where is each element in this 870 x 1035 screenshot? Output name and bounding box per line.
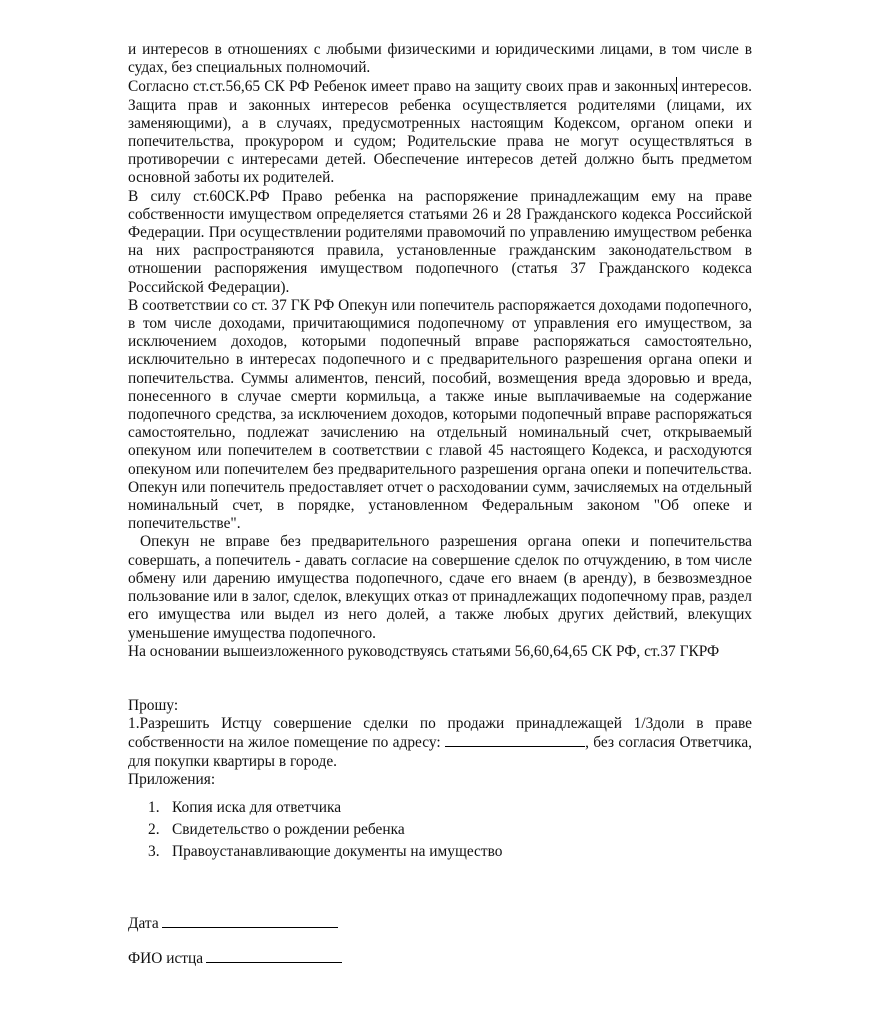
attachments-list <box>128 799 752 861</box>
attachment-number: 3. <box>148 842 160 860</box>
text-cursor <box>676 77 677 94</box>
name-label: ФИО истца <box>128 950 204 967</box>
paragraph-child-rights <box>128 77 752 187</box>
address-blank-field[interactable] <box>445 733 585 747</box>
attachment-number: 1. <box>148 798 160 816</box>
paragraph-article-60: В силу ст.60СК.РФ Право ребенка на распоряжение принадлежащим ему на праве собственности имуществом определяется статьями 26 и 28 Гражданского кодекса Российской Федерации. При осуществлении родителями правомочий по управлению имуществом ребенка на них распространяются правила, установленные гражданским законодательством в отношении распоряжения имуществом подопечного (статья 37 Гражданского кодекса Российской Федерации). <box>128 187 752 296</box>
date-blank-field[interactable] <box>162 913 338 928</box>
attachment-number: 2. <box>148 820 160 838</box>
paragraph-child-rights-head: Согласно ст.ст.56,65 СК РФ Ребенок имеет право на защиту своих прав и законных <box>128 78 677 96</box>
date-signature-row <box>128 913 338 933</box>
request-heading: Прошу: <box>128 696 179 714</box>
attachment-item <box>148 821 752 839</box>
paragraph-guardian-restrictions: Опекун не вправе без предварительного разрешения органа опеки и попечительства совершать, а попечитель - давать согласие на совершение сделок по отчуждению, в том числе обмену или дарению имущества подопечного, сдаче его внаем (в аренду), в безвозмездное пользование или в залог, сделок, влекущих отказ от принадлежащих подопечному прав, раздел его имущества или выдел из него долей, а также любых других действий, влекущих уменьшение имущества подопечного. <box>128 533 752 642</box>
request-text-part2: , без согласия Ответчика, для покупки квартиры в городе. <box>128 734 752 770</box>
attachment-item <box>148 843 752 861</box>
attachment-text: Правоустанавливающие документы на имущество <box>172 842 503 860</box>
attachment-item <box>148 799 752 817</box>
attachment-text: Копия иска для ответчика <box>172 798 342 816</box>
document-page <box>128 41 752 865</box>
name-blank-field[interactable] <box>206 948 342 963</box>
attachment-text: Свидетельство о рождении ребенка <box>172 820 405 838</box>
paragraph-legal-basis: На основании вышеизложенного руководствуясь статьями 56,60,64,65 СК РФ, ст.37 ГКРФ <box>128 642 720 660</box>
paragraph-representation: и интересов в отношениях с любыми физическими и юридическими лицами, в том числе в судах, без специальных полномочий. <box>128 41 752 77</box>
date-label: Дата <box>128 915 159 932</box>
paragraph-article-37: В соответствии со ст. 37 ГК РФ Опекун или попечитель распоряжается доходами подопечного, в том числе доходами, причитающимися подопечному от управления его имуществом, за исключением доходов, которыми подопечный вправе распоряжаться самостоятельно, исключительно в интересах подопечного и с предварительного разрешения органа опеки и попечительства. Суммы алиментов, пенсий, пособий, возмещения вреда здоровью и вреда, понесенного в случае смерти кормильца, а также иные выплачиваемые на содержание подопечного средства, за исключением доходов, которыми подопечный вправе распоряжаться самостоятельно, подлежат зачислению на отдельный номинальный счет, открываемый опекуном или попечителем в соответствии с главой 45 настоящего Кодекса, и расходуются опекуном или попечителем без предварительного разрешения органа опеки и попечительства. Опекун или попечитель предоставляет отчет о расходовании сумм, зачисляемых на отдельный номинальный счет, в порядке, установленном Федеральным законом "Об опеке и попечительстве". <box>128 296 752 533</box>
attachments-heading: Приложения: <box>128 770 216 788</box>
paragraph-child-rights-tail: интересов. Защита прав и законных интересов ребенка осуществляется родителями (лицами, их заменяющими), а в случаях, предусмотренных настоящим Кодексом, органом опеки и попечительства, прокурором и судом; Родительские права не могут осуществляться в противоречии с интересами детей. Обеспечение интересов детей должно быть предметом основной заботы их родителей. <box>128 78 752 187</box>
request-item <box>128 715 752 771</box>
request-text-part1: 1.Разрешить Истцу совершение сделки по продажи принадлежащей 1/3доли в праве собственности на жилое помещение по адресу: <box>128 715 752 752</box>
name-signature-row <box>128 948 342 968</box>
